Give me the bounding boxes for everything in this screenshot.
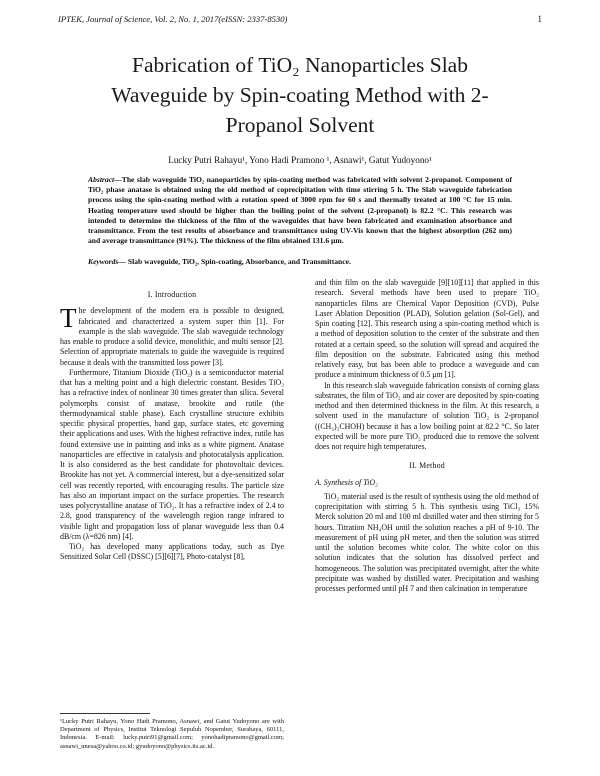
drop-cap: T <box>60 303 77 334</box>
intro-paragraph-1-text: he development of the modern era is possible to designed, fabricated and characterized a system super thin [1]. For example is the slab waveguide. The slab waveguide technology has enable to produce a solid device, monolithic, and multi sensor [2]. Selection of appropriate materials to guide the waveguide is required because it deals with the transmitted loss power [3]. <box>60 306 284 367</box>
page-number: 1 <box>537 14 542 24</box>
abstract-label: Abstract <box>88 175 115 184</box>
keywords <box>88 257 512 266</box>
right-column <box>315 278 539 594</box>
intro-paragraph-3: TiO₂ has developed many applications today, such as Dye Sensitized Solar Cell (DSSC) [5][6][7], Photo-catalyst [8], <box>60 542 284 562</box>
author-list: Lucky Putri Rahayu¹, Yono Hadi Pramono ¹, Asnawi¹, Gatut Yudoyono¹ <box>168 155 432 165</box>
keywords-text: — Slab waveguide, TiO₂, Spin-coating, Absorbance, and Transmittance. <box>118 257 351 266</box>
intro-paragraph-4: and thin film on the slab waveguide [9][10][11] that applied in this research. Several methods have been used to prepare TiO₂ nanoparticles films are Chemical Vapor Deposition (CVD), Pulse Laser Ablation Deposition (PLAD), Solution gelation (Sol-Gel), and Spin coating [12]. This research using a spin-coating method which is a method of deposition solution to the center of the substrate and then rotated at a certain speed, so the solution will spread and acquired the film deposition on the substrate. Fabricated using this method relatively easy, but has been able to produce a waveguide and can produce a minimum thickness of 0.5 μm [1]. <box>315 278 539 380</box>
abstract <box>88 175 512 246</box>
title-line-1: Fabrication of TiO₂ Nanoparticles Slab <box>132 53 468 77</box>
intro-paragraph-1 <box>60 303 284 368</box>
author-affiliation-footnote: ¹Lucky Putri Rahayu, Yono Hadi Pramono, Asnawi, and Gatut Yudoyono are with Department of Physics, Institut Teknologi Sepuluh Nopember, Surabaya, 60111, Indonesia. E-mail: lucky.putri91@gmail.com; yonohadipramono@gmail.com; asnawi_unesa@yahoo.co.id; gyudoyono@physics.its.ac.id. <box>60 718 284 750</box>
running-head: IPTEK, Journal of Science, Vol. 2, No. 1, 2017(eISSN: 2337-8530) <box>58 14 288 24</box>
paper-title <box>60 50 540 140</box>
title-line-2: Waveguide by Spin-coating Method with 2- <box>111 83 489 107</box>
section-heading-introduction: I. Introduction <box>147 290 197 299</box>
intro-paragraph-5: In this research slab waveguide fabrication consists of corning glass substrates, the film of TiO₂ and air cover are deposited by spin-coating method and then determined thickness in the film. At this research, a solvent used in the manufacture of solution TiO₂ is 2-propanol ((CH₃)₂CHOH) because it has a low boiling point at 82.2 °C. So later expected will be more pure TiO₂ produced due to remove the solvent does not require high temperatures. <box>315 380 539 451</box>
footnote-divider <box>60 713 150 714</box>
left-column <box>60 290 284 563</box>
subsection-heading-synthesis: A. Synthesis of TiO₂ <box>315 477 378 487</box>
intro-paragraph-2: Furthermore, Titanium Dioxide (TiO₂) is a semiconductor material that has a melting point and a high dielectric constant. Besides TiO₂ has a refractive index of nonlinear 30 times greater than silica. Several polymorphs consist of anatase, brookite and rutile (the thermodynamical stable phase). Each crystalline structure exhibits specific physical properties, band gap, surface states, etc governing their applications and uses. With the highest refractive index, rutile has found extensive use in painting and inks as a white pigment. Anatase nanoparticles are effective in catalysis and photocatalysis application. It is also considered as the best candidate for photovoltaic devices. Brookite has not yet. A commercial interest, but a dye-sensitized solar cell was recently reported, with encouraging results. The particle size has also an important impact on the surface properties. The research uses polycrystalline anatase of TiO₂. It has a refractive index of 2.4 to 2.8, good transparency of the wavelength region range infrared to visible light and propagation loss of planar waveguide less than 0.4 dB/cm (λ=826 nm) [4]. <box>60 367 284 541</box>
keywords-label: Keywords <box>88 257 119 266</box>
section-heading-method: II. Method <box>409 461 445 471</box>
abstract-text: —The slab waveguide TiO₂ nanoparticles by spin-coating method was fabricated with solvent 2-propanol. Component of TiO₂ phase anatase is obtained using the old method of coprecipitation with time stirring 5 h. The Slab waveguide fabrication process using the spin-coating method with a rotation speed of 3000 rpm for 60 s and thermally treated at 100 °C for 15 min. Heating temperature used should be higher than the boiling point of the solvent (2-propanol) is 82.2 °C. This research was intended to determine the thickness of the film of the waveguides that have been fabricated and examination absorbance and transmittance. From the test results of absorbance and transmittance using UV-Vis known that the highest absorption (262 nm) and average transmittance (91%). The thickness of the film obtained 131.6 μm. <box>88 175 512 246</box>
title-line-3: Propanol Solvent <box>225 113 375 137</box>
method-paragraph-1: TiO₂ material used is the result of synthesis using the old method of coprecipitation with stirring 5 h. This synthesis using TiCl₃ 15% Merck solution 20 ml and 100 ml distilled water and then stirring for 5 hours. Titration NH₄OH until the solution reaches a pH of 9-10. The measurement of pH using pH meter, and then the solution was stirred until the solution becomes white color. The white color on this solution indicates that the solution has dissolved perfect and homogeneous. The solution was precipitated overnight, after the white precipitate was washed by distilled water. Precipitation and washing processes performed until pH 7 and then calcination in temperature <box>315 491 539 593</box>
